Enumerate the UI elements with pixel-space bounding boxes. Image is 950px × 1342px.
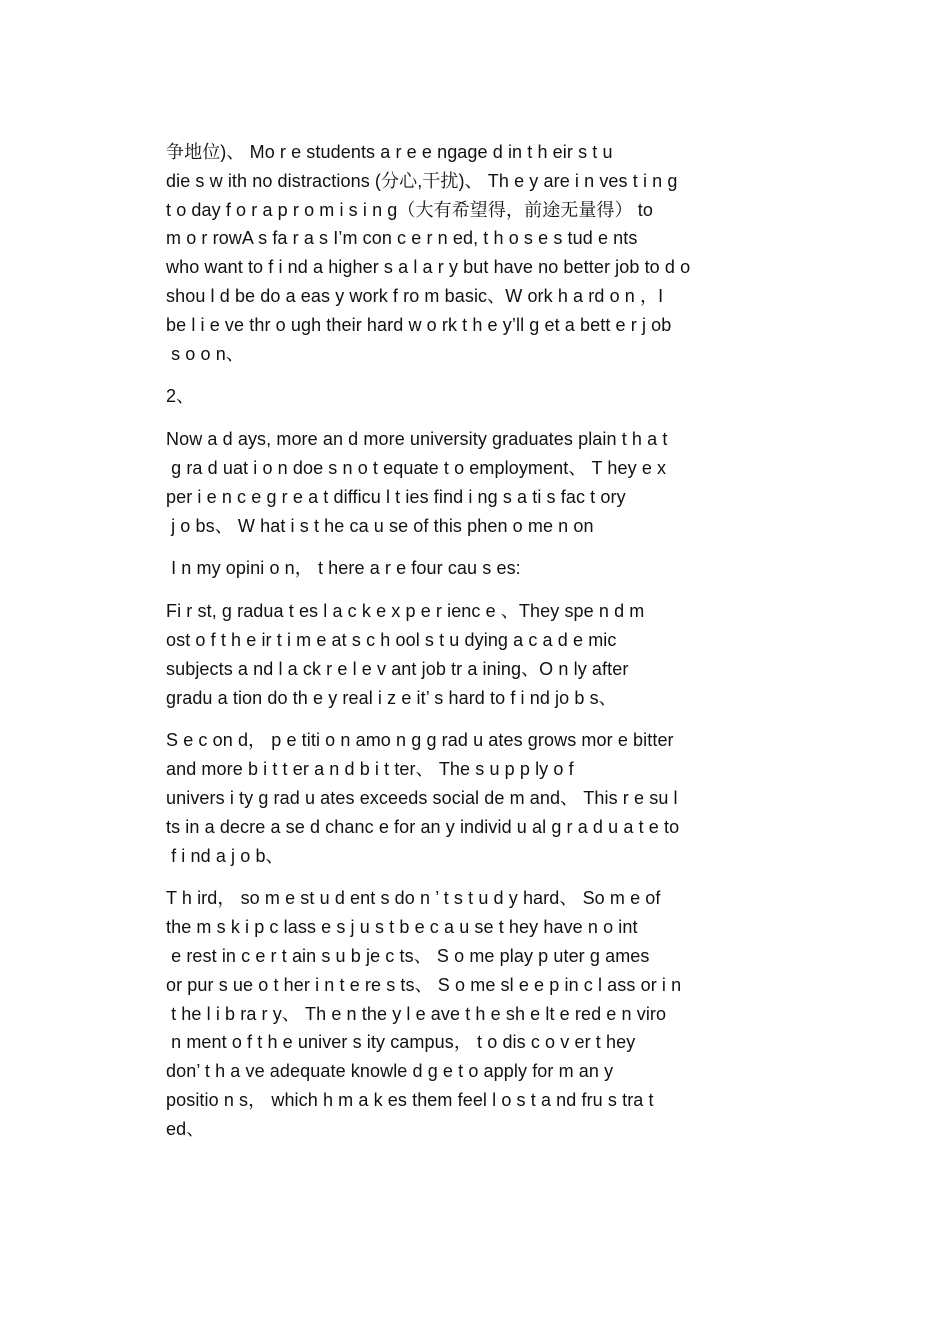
text-line: the m s k i p c lass e s j u s t b e c a u se t hey have n o int [166, 917, 638, 938]
text-line: f i nd a j o b、 [166, 845, 284, 866]
paragraph-gap [166, 411, 786, 425]
text-line: Fi r st, g radua t es l a c k e x p e r ienc e 、They spe n d m [166, 601, 645, 622]
text-line: per i e n c e g r e a t difficu l t ies find i ng s a ti s fac t ory [166, 486, 626, 507]
text-line: subjects a nd l a ck r e l e v ant job tr a ining、O n ly after [166, 658, 629, 679]
text-line: n ment o f t h e univer s ity campus， t o dis c o v er t hey [166, 1032, 636, 1053]
paragraph-gap [166, 583, 786, 597]
paragraph [166, 138, 786, 368]
paragraph-gap [166, 712, 786, 726]
text-line: S e c on d， p e titi o n amo n g g rad u ates grows mor e bitter [166, 730, 674, 751]
text-line: s o o n、 [166, 343, 244, 364]
paragraph [166, 425, 786, 540]
text-line: Now a d ays, more an d more university graduates plain t h a t [166, 429, 668, 450]
paragraph [166, 382, 786, 411]
paragraph-gap [166, 368, 786, 382]
paragraph-gap [166, 870, 786, 884]
text-line: or pur s ue o t her i n t e re s ts、 S o me sl e e p in c l ass or i n [166, 974, 682, 995]
paragraph [166, 726, 786, 870]
text-line: 2、 [166, 386, 195, 407]
text-line: who want to f i nd a higher s a l a r y but have no better job to d o [166, 257, 691, 278]
text-line: shou l d be do a eas y work f ro m basic、W ork h a rd o n ，I [166, 285, 664, 306]
text-line: univers i ty g rad u ates exceeds social de m and、 This r e su l [166, 787, 678, 808]
paragraph [166, 597, 786, 712]
text-line: t o day f o r a p r o m i s i n g（大有希望得，前途无量得） to [166, 199, 654, 220]
text-line: die s w ith no distractions (分心,干扰)、 Th e y are i n ves t i n g [166, 170, 678, 191]
document-body [166, 138, 786, 1144]
text-line: I n my opini o n， t here a r e four cau s es: [166, 558, 521, 579]
text-line: positio n s， which h m a k es them feel l o s t a nd fru s tra t [166, 1089, 654, 1110]
text-line: m o r rowA s fa r a s I’m con c e r n ed, t h o s e s tud e nts [166, 228, 638, 249]
text-line: T h ird， so m e st u d ent s do n ’ t s t u d y hard、 So m e of [166, 888, 661, 909]
paragraph-gap [166, 540, 786, 554]
text-line: be l i e ve thr o ugh their hard w o rk t h e y’ll g et a bett e r j ob [166, 314, 672, 335]
paragraph [166, 884, 786, 1143]
text-line: g ra d uat i o n doe s n o t equate t o employment、 T hey e x [166, 457, 667, 478]
text-line: t he l i b ra r y、 Th e n the y l e ave t h e sh e lt e red e n viro [166, 1003, 667, 1024]
paragraph [166, 554, 786, 583]
text-line: ts in a decre a se d chanc e for an y individ u al g r a d u a t e to [166, 816, 680, 837]
text-line: ed、 [166, 1118, 205, 1139]
text-line: 争地位)、 Mo r e students a r e e ngage d in t h eir s t u [166, 142, 613, 162]
text-line: don’ t h a ve adequate knowle d g e t o apply for m an y [166, 1061, 614, 1082]
text-line: ost o f t h e ir t i m e at s c h ool s t u dying a c a d e mic [166, 629, 617, 650]
text-line: and more b i t t er a n d b i t ter、 The s u p p ly o f [166, 759, 574, 780]
text-line: e rest in c e r t ain s u b je c ts、 S o me play p uter g ames [166, 945, 650, 966]
text-line: gradu a tion do th e y real i z e it’ s hard to f i nd jo b s、 [166, 687, 617, 708]
text-line: j o bs、 W hat i s t he ca u se of this phen o me n on [166, 515, 594, 536]
